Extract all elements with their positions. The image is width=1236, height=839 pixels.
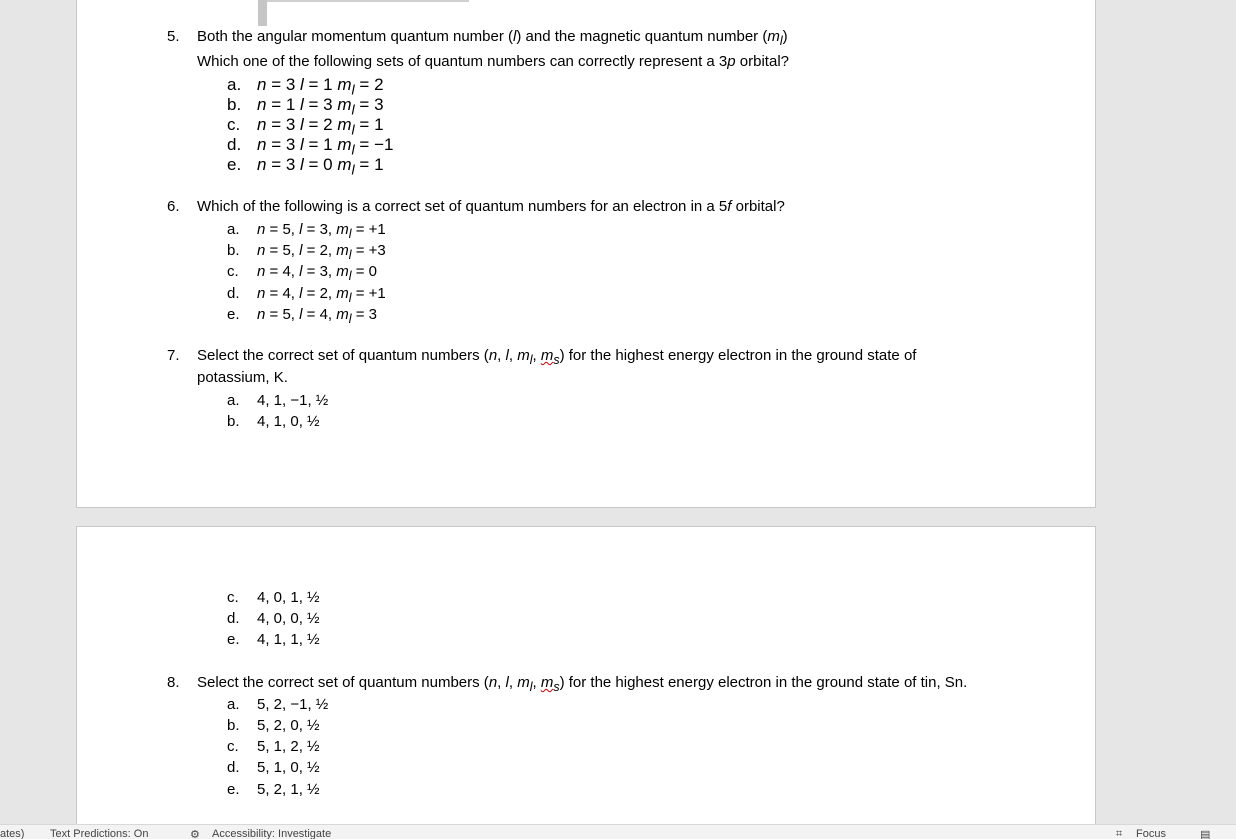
question-stem-line2: potassium, K.: [197, 369, 288, 386]
question-number: 6.: [167, 198, 180, 215]
question-stem: Select the correct set of quantum numbers (n, l, $m_l$, $m_s$) for the highest energy electron in the ground state of: [197, 347, 917, 367]
document-page-1: 5. Both the angular momentum quantum number (l) and the magnetic quantum number $(m_l)$ Which one of the following sets of quantum numbers can correctly represent a 3p orbital? a. n = 3 l = 1 $m_l = 2$ b. n = 1 l = 3 $m_l = 3$ c. n = 3 l = 2 $m_l = 1$ d. n = 3 l = 1 $m_l = -1$ e. n = 3 l = 0 $m_l = 1$ 6. Which of the following is a correct set of quantum numbers for an electron in a 5f orbital? a. n = 5, l = 3, $m_l = +1$ b. n = 5, l = 2, $m_l = +3$ c. n = 4, l = 3, $m_l = 0$ d. n = 4, l = 2, $m_l = +1$ e. n = 5, l = 4, $m_l = 3$ 7. Select the correct set of quantum numbers (n, l, $m_l$, $m_s$) for the highest energy electron in the ground state of potassium, K. a. 4, 1, −1, ½ b. 4, 1, 0, ½: [76, 0, 1096, 508]
question-stem: Select the correct set of quantum numbers (n, l, $m_l$, $m_s$) for the highest energy electron in the ground state of tin, Sn.: [197, 674, 968, 694]
text-predictions-status[interactable]: Text Predictions: On: [50, 828, 149, 839]
question-stem: Both the angular momentum quantum number (l) and the magnetic quantum number $(m_l)$: [197, 28, 788, 48]
text-cursor-bar: [258, 0, 267, 26]
status-fragment[interactable]: ates): [0, 828, 25, 839]
read-mode-icon[interactable]: ▤: [1200, 829, 1211, 839]
status-bar: [0, 824, 1236, 839]
question-number: 8.: [167, 674, 180, 691]
focus-icon: ⌗: [1116, 828, 1123, 839]
accessibility-icon: ⚙: [190, 829, 200, 839]
question-number: 5.: [167, 28, 180, 45]
document-page-2: c. 4, 0, 1, ½ d. 4, 0, 0, ½ e. 4, 1, 1, ½ 8. Select the correct set of quantum numbers (n, l, $m_l$, $m_s$) for the highest energy electron in the ground state of tin, Sn. a. 5, 2, −1, ½ b. 5, 2, 0, ½ c. 5, 1, 2, ½ d. 5, 1, 0, ½ e. 5, 2, 1, ½: [76, 526, 1096, 839]
page-header-rule: [258, 0, 469, 2]
accessibility-status[interactable]: Accessibility: Investigate: [212, 828, 332, 839]
question-stem: Which of the following is a correct set of quantum numbers for an electron in a 5f orbital?: [197, 198, 785, 215]
focus-button[interactable]: Focus: [1136, 828, 1166, 839]
question-number: 7.: [167, 347, 180, 364]
question-stem-line2: Which one of the following sets of quantum numbers can correctly represent a 3p orbital?: [197, 53, 789, 70]
